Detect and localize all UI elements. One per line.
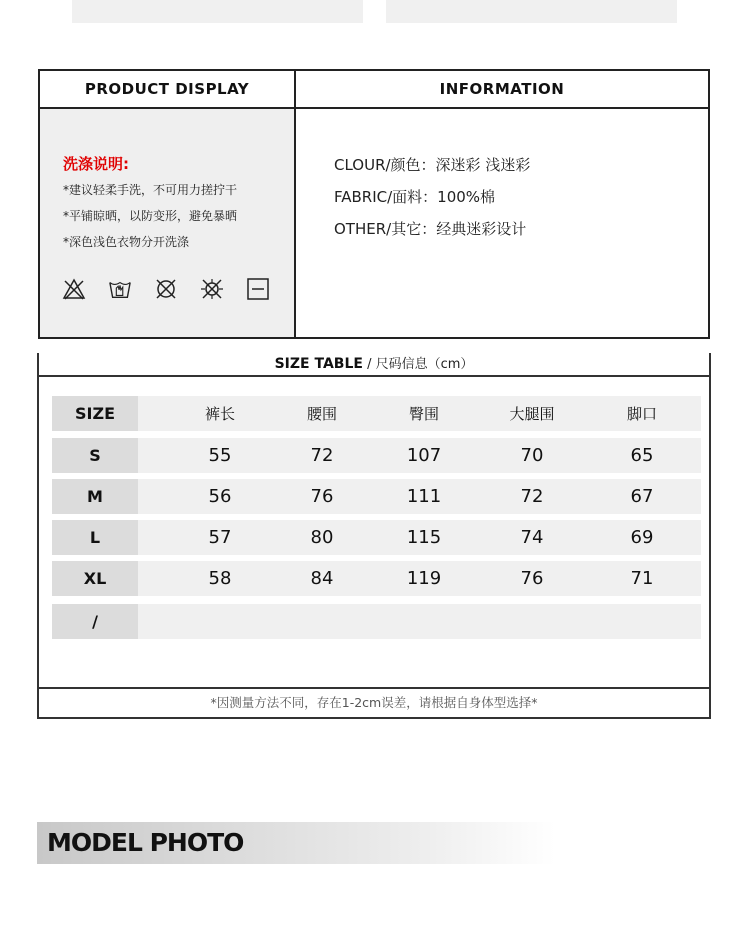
table-header-cell: 大腿围: [509, 405, 555, 423]
table-cell: 65: [630, 445, 654, 466]
measurement-note: *因测量方法不同，存在1-2cm误差，请根据自身体型选择*: [39, 687, 709, 717]
table-cell: 57: [208, 527, 232, 548]
product-info-panel: [38, 69, 710, 339]
table-cell: XL: [52, 561, 138, 596]
table-cell: 74: [520, 527, 544, 548]
table-cell: 67: [630, 486, 654, 507]
fabric-detail: FABRIC/面料：100%棉: [334, 188, 496, 206]
table-cell: 115: [406, 527, 442, 548]
table-cell: 84: [310, 568, 334, 589]
table-cell: 58: [208, 568, 232, 589]
hand-wash-icon: [108, 277, 132, 301]
table-cell: 72: [520, 486, 544, 507]
top-image-placeholder-right: [386, 0, 677, 23]
information-header: INFORMATION: [296, 71, 708, 109]
table-cell: 80: [310, 527, 334, 548]
care-icons: [62, 277, 270, 301]
product-display-header: PRODUCT DISPLAY: [40, 71, 296, 109]
table-cell: 69: [630, 527, 654, 548]
care-line: *建议轻柔手洗，不可用力搓拧干: [63, 183, 238, 197]
model-photo-banner: [37, 822, 555, 864]
table-cell: 70: [520, 445, 544, 466]
other-detail: OTHER/其它：经典迷彩设计: [334, 220, 527, 238]
table-cell: [282, 604, 362, 639]
table-cell: [492, 604, 572, 639]
table-row: [52, 520, 701, 555]
table-row: [52, 604, 701, 639]
table-cell: 71: [630, 568, 654, 589]
table-cell: S: [52, 438, 138, 473]
size-table-panel: [37, 353, 711, 719]
table-row: [52, 479, 701, 514]
table-header-cell: SIZE: [52, 396, 138, 431]
table-header-cell: 腰围: [306, 405, 337, 423]
table-row: [52, 561, 701, 596]
size-table-title-bold: SIZE TABLE: [274, 356, 363, 372]
table-cell: /: [52, 604, 138, 639]
model-photo-title: MODEL PHOTO: [47, 828, 244, 857]
table-cell: 55: [208, 445, 232, 466]
table-header-cell: 裤长: [204, 405, 235, 423]
table-header-row: [52, 396, 701, 431]
care-title: 洗涤说明:: [63, 155, 129, 173]
table-header-cell: 脚口: [626, 405, 657, 423]
table-cell: [180, 604, 260, 639]
table-cell: 76: [310, 486, 334, 507]
top-image-placeholder-left: [72, 0, 363, 23]
table-cell: 107: [406, 445, 442, 466]
no-dry-clean-icon: [154, 277, 178, 301]
table-cell: 72: [310, 445, 334, 466]
flat-dry-icon: [246, 277, 270, 301]
no-bleach-icon: [62, 277, 86, 301]
table-cell: 56: [208, 486, 232, 507]
table-cell: 111: [406, 486, 442, 507]
care-instructions-panel: [40, 109, 296, 337]
table-cell: L: [52, 520, 138, 555]
size-table-title: [39, 353, 709, 377]
table-cell: 76: [520, 568, 544, 589]
no-tumble-dry-icon: [200, 277, 224, 301]
table-cell: [602, 604, 682, 639]
table-cell: 119: [406, 568, 442, 589]
table-row: [52, 438, 701, 473]
table-cell: [384, 604, 464, 639]
table-header-cell: 臀围: [408, 405, 439, 423]
care-line: *平铺晾晒，以防变形，避免暴晒: [63, 209, 238, 223]
table-cell: M: [52, 479, 138, 514]
care-line: *深色浅色衣物分开洗涤: [63, 235, 190, 249]
color-detail: CLOUR/颜色：深迷彩 浅迷彩: [334, 156, 531, 174]
size-table-title-sub: / 尺码信息（cm）: [362, 357, 474, 372]
